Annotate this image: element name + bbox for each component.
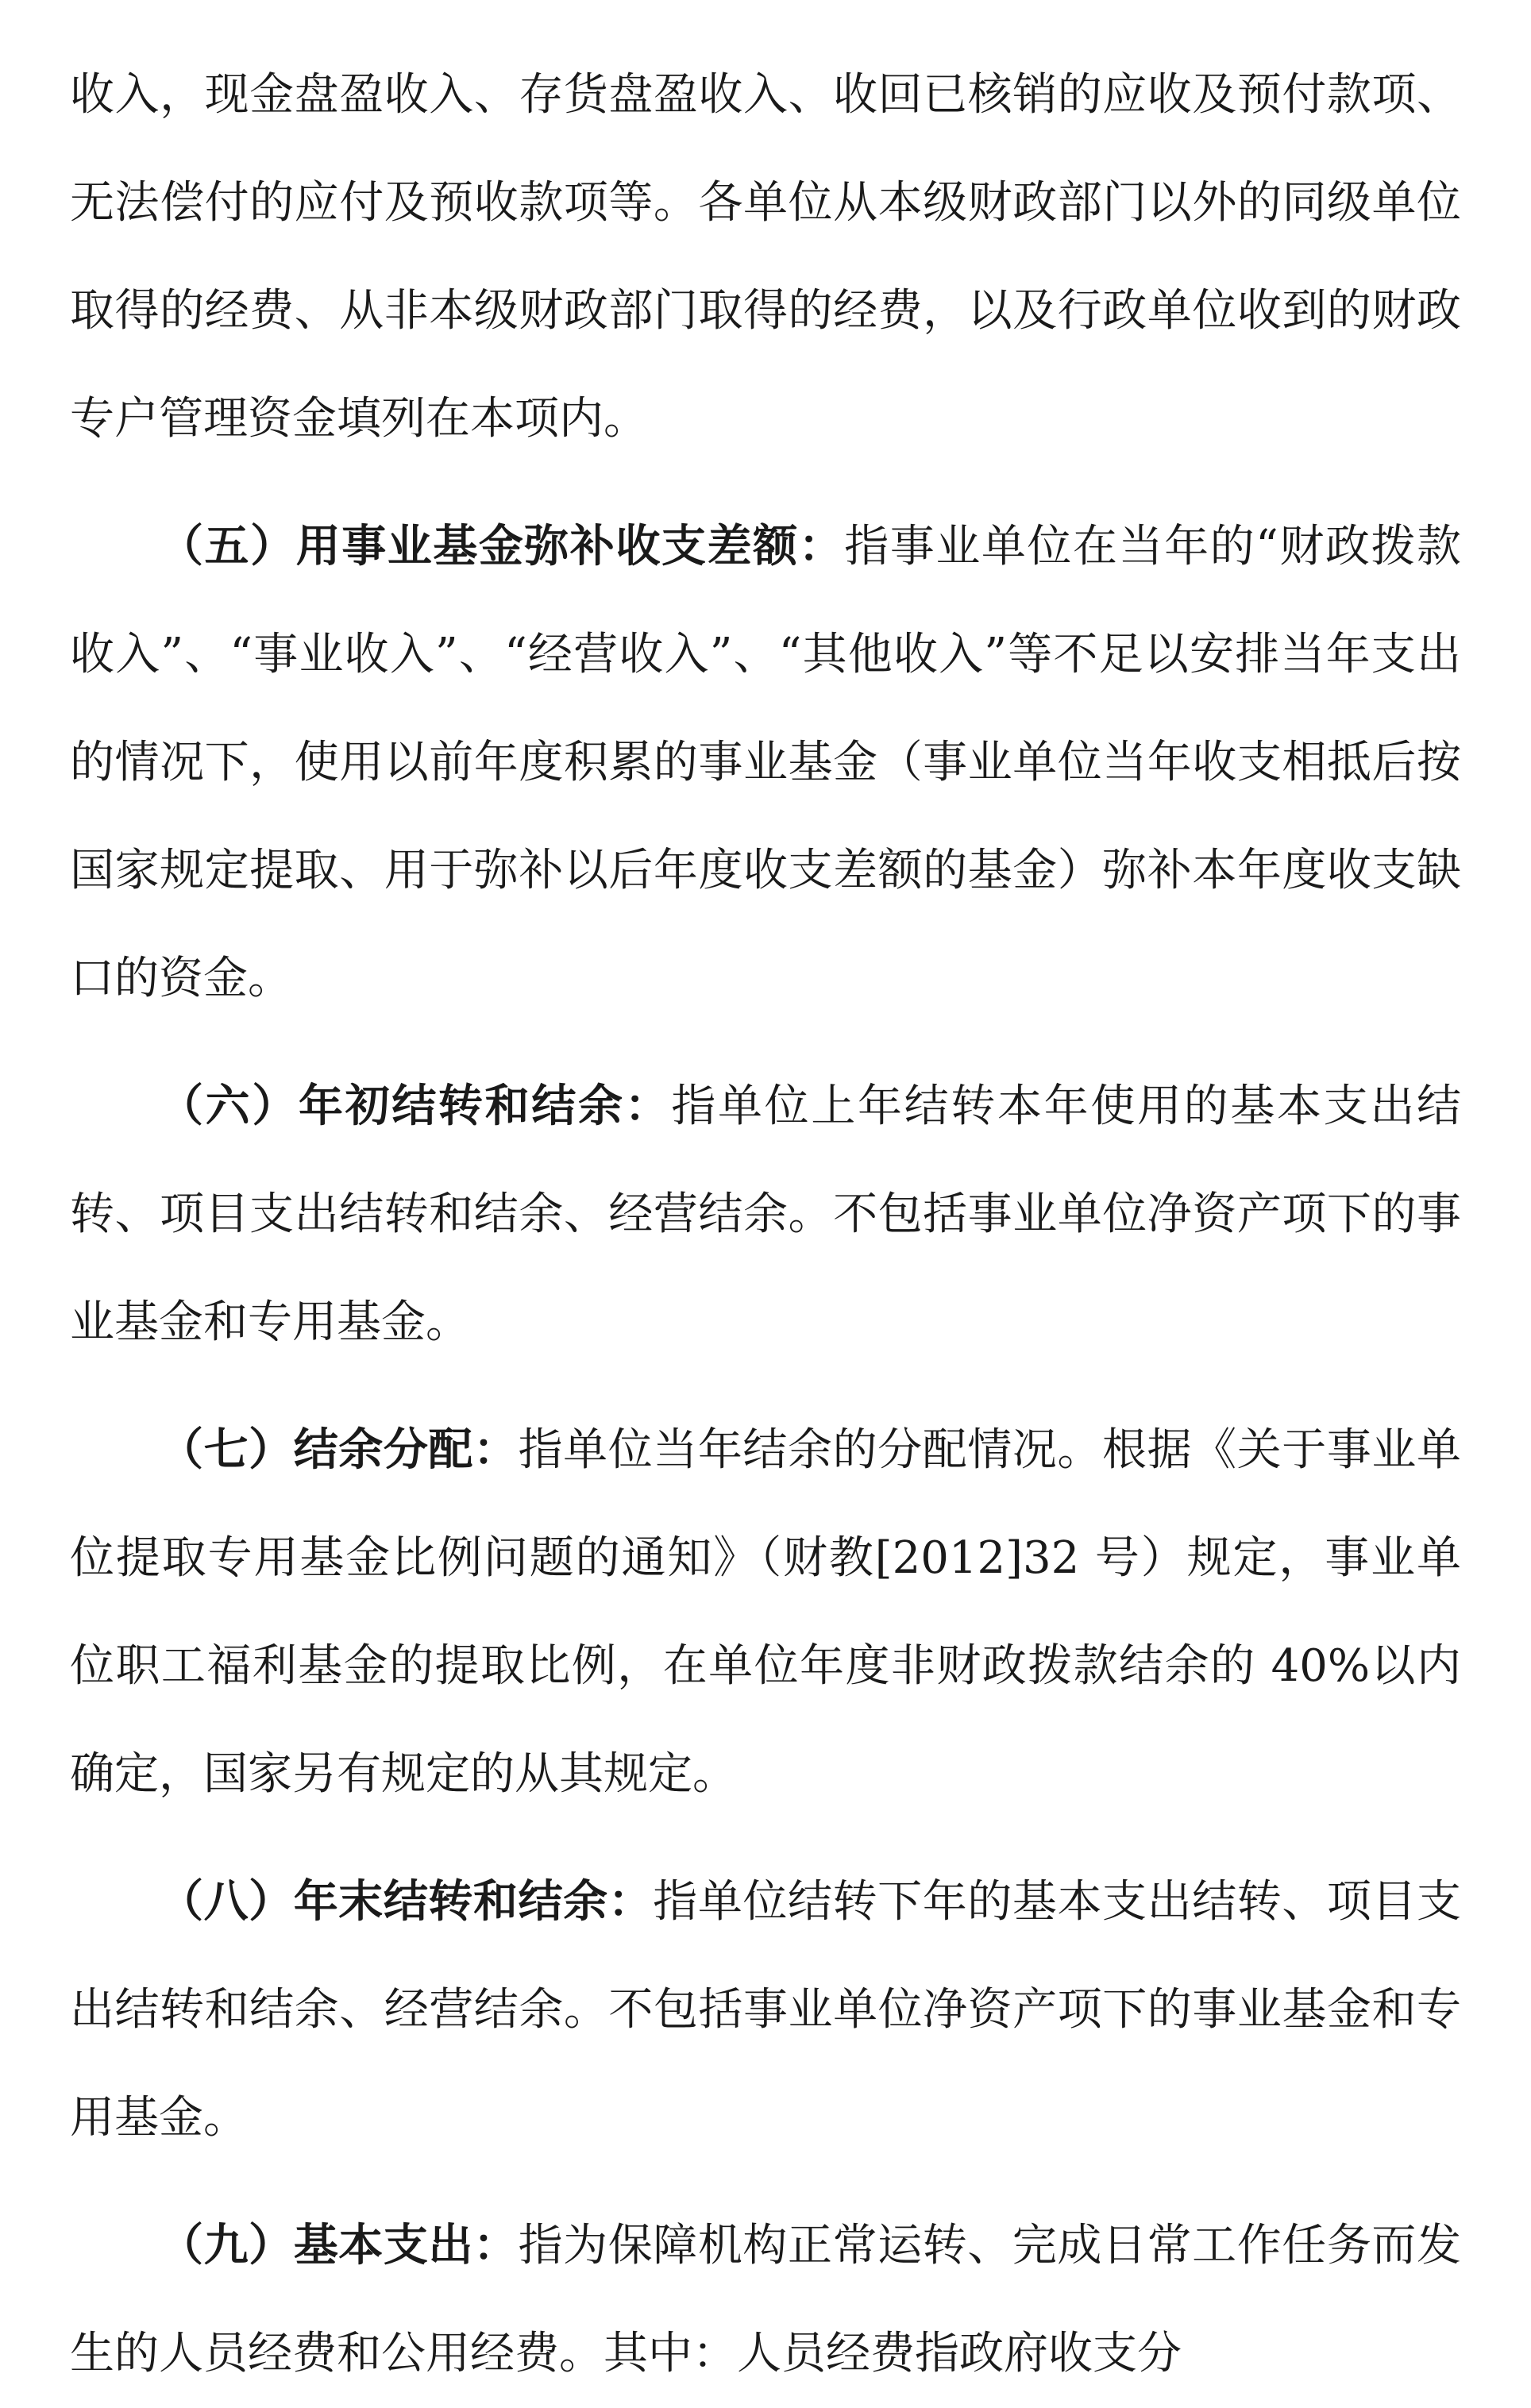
- paragraph-text: 指单位结转下年的基本支出结转、项目支出结转和结余、经营结余。不包括事业单位净资产项下的事业基金和专用基金。: [70, 1876, 1462, 2144]
- document-page: [70, 41, 1461, 2408]
- paragraph-text: 收入，现金盘盈收入、存货盘盈收入、收回已核销的应收及预付款项、无法偿付的应付及预收款项等。各单位从本级财政部门以外的同级单位取得的经费、从非本级财政部门取得的经费，以及行政单位收到的财政专户管理资金填列在本项内。: [70, 69, 1461, 445]
- paragraph-term: （八）年末结转和结余：: [159, 1875, 654, 1928]
- paragraph-text: 指为保障机构正常运转、完成日常工作任务而发生的人员经费和公用经费。其中：人员经费指政府收支分: [70, 2220, 1462, 2379]
- paragraph-income-continued: [70, 41, 1461, 473]
- paragraph-seven: [70, 1396, 1461, 1828]
- paragraph-term: （九）基本支出：: [159, 2219, 519, 2271]
- paragraph-text: 指事业单位在当年的“财政拨款收入”、“事业收入”、“经营收入”、“其他收入”等不足以安排当年支出的情况下，使用以前年度积累的事业基金（事业单位当年收支相抵后按国家规定提取、用于弥补以后年度收支差额的基金）弥补本年度收支缺口的资金。: [70, 521, 1461, 1004]
- paragraph-term: （六）年初结转和结余：: [159, 1080, 672, 1132]
- paragraph-five: [70, 492, 1461, 1033]
- paragraph-term: （七）结余分配：: [159, 1424, 519, 1476]
- paragraph-text: 指单位上年结转本年使用的基本支出结转、项目支出结转和结余、经营结余。不包括事业单位净资产项下的事业基金和专用基金。: [70, 1081, 1462, 1348]
- paragraph-term: （五）用事业基金弥补收支差额：: [159, 520, 845, 572]
- paragraph-six: [70, 1052, 1461, 1377]
- paragraph-text: 指单位当年结余的分配情况。根据《关于事业单位提取专用基金比例问题的通知》（财教[2012]32 号）规定，事业单位职工福利基金的提取比例，在单位年度非财政拨款结余的 40%以内确定，国家另有规定的从其规定。: [70, 1424, 1462, 1800]
- paragraph-eight: [70, 1847, 1461, 2172]
- paragraph-nine: [70, 2191, 1461, 2408]
